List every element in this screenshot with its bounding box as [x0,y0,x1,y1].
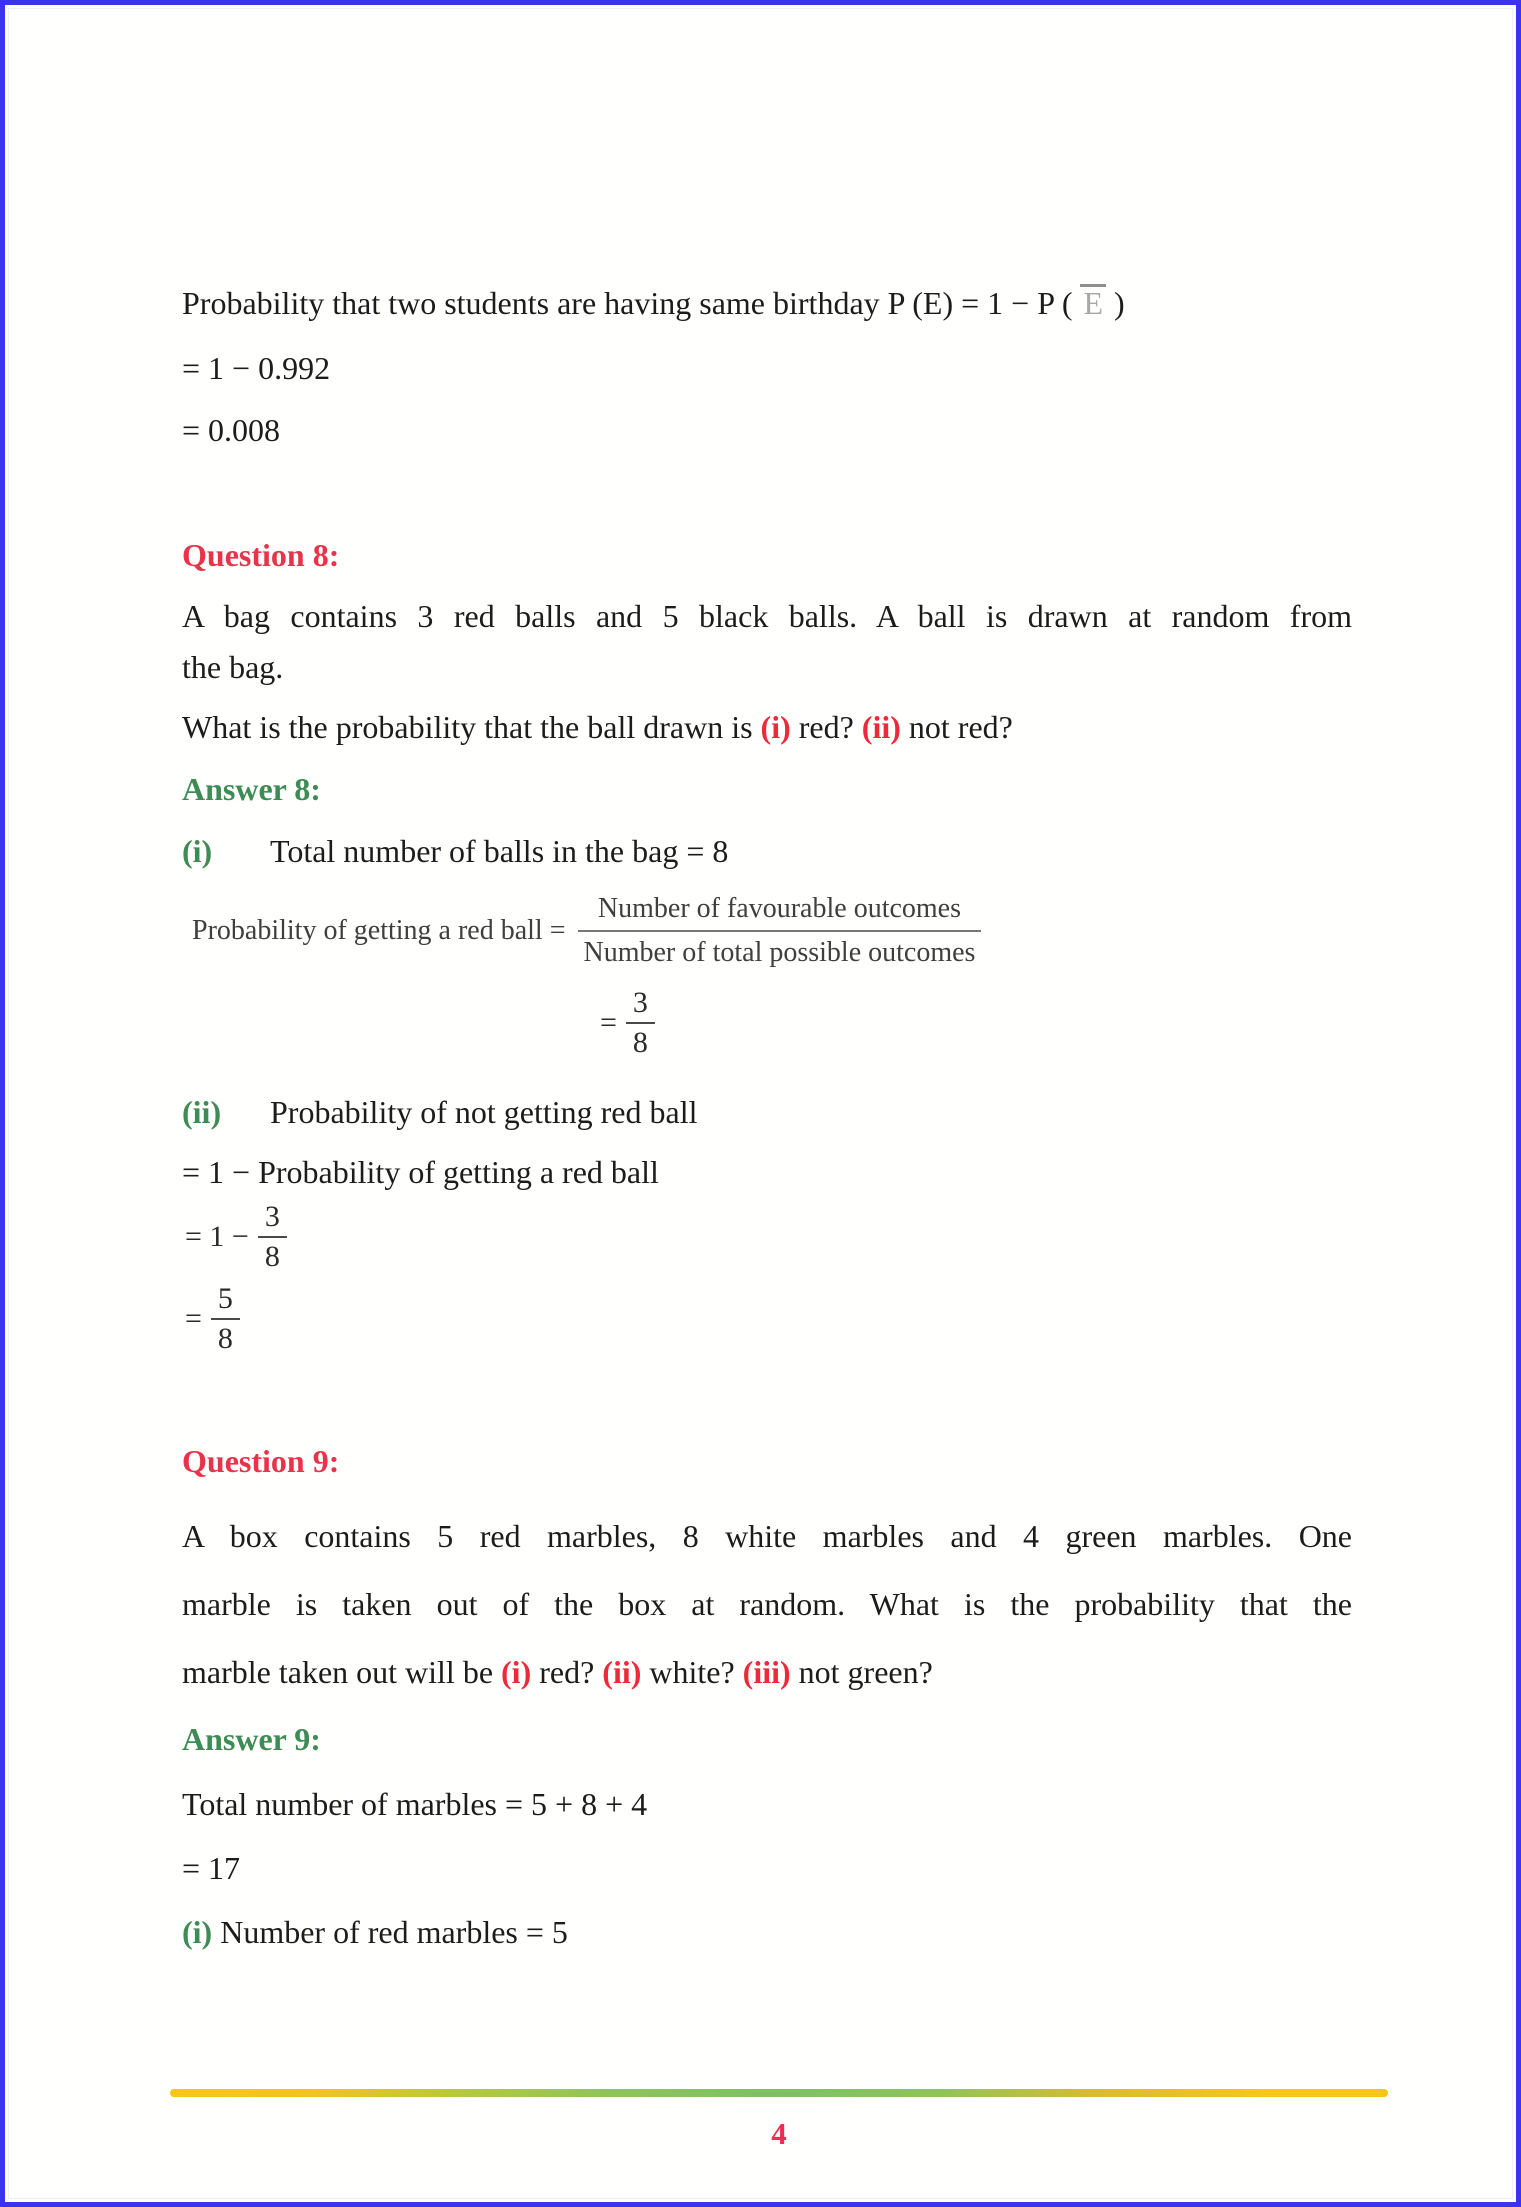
formula-lhs: Probability of getting a red ball = [192,915,566,947]
intro-line-1-text: Probability that two students are having same birthday P (E) = 1 − P ( [182,285,1081,321]
q9-line3-mid1: red? [531,1653,603,1690]
q9-marker-ii: (ii) [602,1653,642,1690]
fraction-5-8 [211,1282,240,1357]
formula-fraction [578,892,982,969]
intro-line-3: = 0.008 [182,412,281,449]
q9-marker-iii: (iii) [742,1653,791,1690]
eq-prefix: = 1 − [185,1219,249,1253]
fraction-denominator: 8 [626,1022,655,1061]
answer-9-total-line: Total number of marbles = 5 + 8 + 4 [182,1785,648,1822]
fraction-3-8b [258,1200,287,1275]
answer-9-part-i-text: Number of red marbles = 5 [212,1913,568,1950]
answer-9-part-i [182,1912,1352,1954]
question-8-heading: Question 8: [182,536,340,573]
eq-sign: = [600,1005,617,1039]
question-9-heading: Question 9: [182,1442,340,1479]
eq-one-minus-three-eighths [185,1200,1352,1275]
q8-question-mid: red? [790,708,862,745]
q8-question-line [182,707,1352,749]
intro-line-2: = 1 − 0.992 [182,349,331,386]
fraction-numerator: 3 [264,1199,280,1233]
fraction-denominator: 8 [258,1236,287,1275]
q8-question-prefix: What is the probability that the ball drawn is [182,708,761,745]
q8-body-line-2: the bag. [182,648,284,685]
page-content [5,5,1516,1953]
formula-numerator: Number of favourable outcomes [597,893,962,925]
q9-body-line-3 [182,1652,1352,1694]
intro-line-1-close: ) [1106,285,1125,321]
answer-8-marker-ii: (ii) [182,1093,222,1130]
fraction-numerator: 3 [632,985,648,1019]
answer-8-step-line: = 1 − Probability of getting a red ball [182,1154,659,1191]
intro-line-1 [182,283,1352,325]
eq-five-eighths [185,1282,1352,1357]
formula-denominator: Number of total possible outcomes [578,930,982,970]
q9-line3-mid2: white? [641,1653,743,1690]
fraction-denominator: 8 [211,1318,240,1357]
answer-8-part-i-text: Total number of balls in the bag = 8 [270,832,729,869]
answer-8-part-ii [182,1092,1352,1134]
q9-body-line-1: A box contains 5 red marbles, 8 white marbles and 4 green marbles. One [182,1518,1352,1555]
footer-divider-rule [170,2089,1388,2097]
answer-8-part-i [182,831,1352,873]
answer-9-eq17: = 17 [182,1850,241,1887]
q9-marker-i: (i) [501,1653,532,1690]
fraction-numerator: 5 [217,1281,233,1315]
q8-marker-ii: (ii) [861,708,901,745]
answer-8-heading: Answer 8: [182,771,321,808]
eq-three-eighths [600,986,1352,1061]
top-margin [182,5,1352,283]
q9-line3-suffix: not green? [790,1653,933,1690]
q8-marker-i: (i) [760,708,791,745]
e-bar-symbol: E [1080,284,1106,321]
q9-body-line-2: marble is taken out of the box at random. What is the probability that the [182,1585,1352,1622]
q8-question-suffix: not red? [900,708,1013,745]
q8-body-line-1: A bag contains 3 red balls and 5 black balls. A ball is drawn at random from [182,598,1352,635]
q9-line3-prefix: marble taken out will be [182,1653,502,1690]
probability-formula [192,892,1352,969]
answer-9-marker-i: (i) [182,1913,213,1950]
answer-8-marker-i: (i) [182,832,213,869]
answer-8-part-ii-text: Probability of not getting red ball [270,1093,698,1130]
eq-sign: = [185,1301,202,1335]
answer-9-heading: Answer 9: [182,1721,321,1758]
page-number: 4 [771,2116,787,2151]
fraction-3-8 [626,986,655,1061]
